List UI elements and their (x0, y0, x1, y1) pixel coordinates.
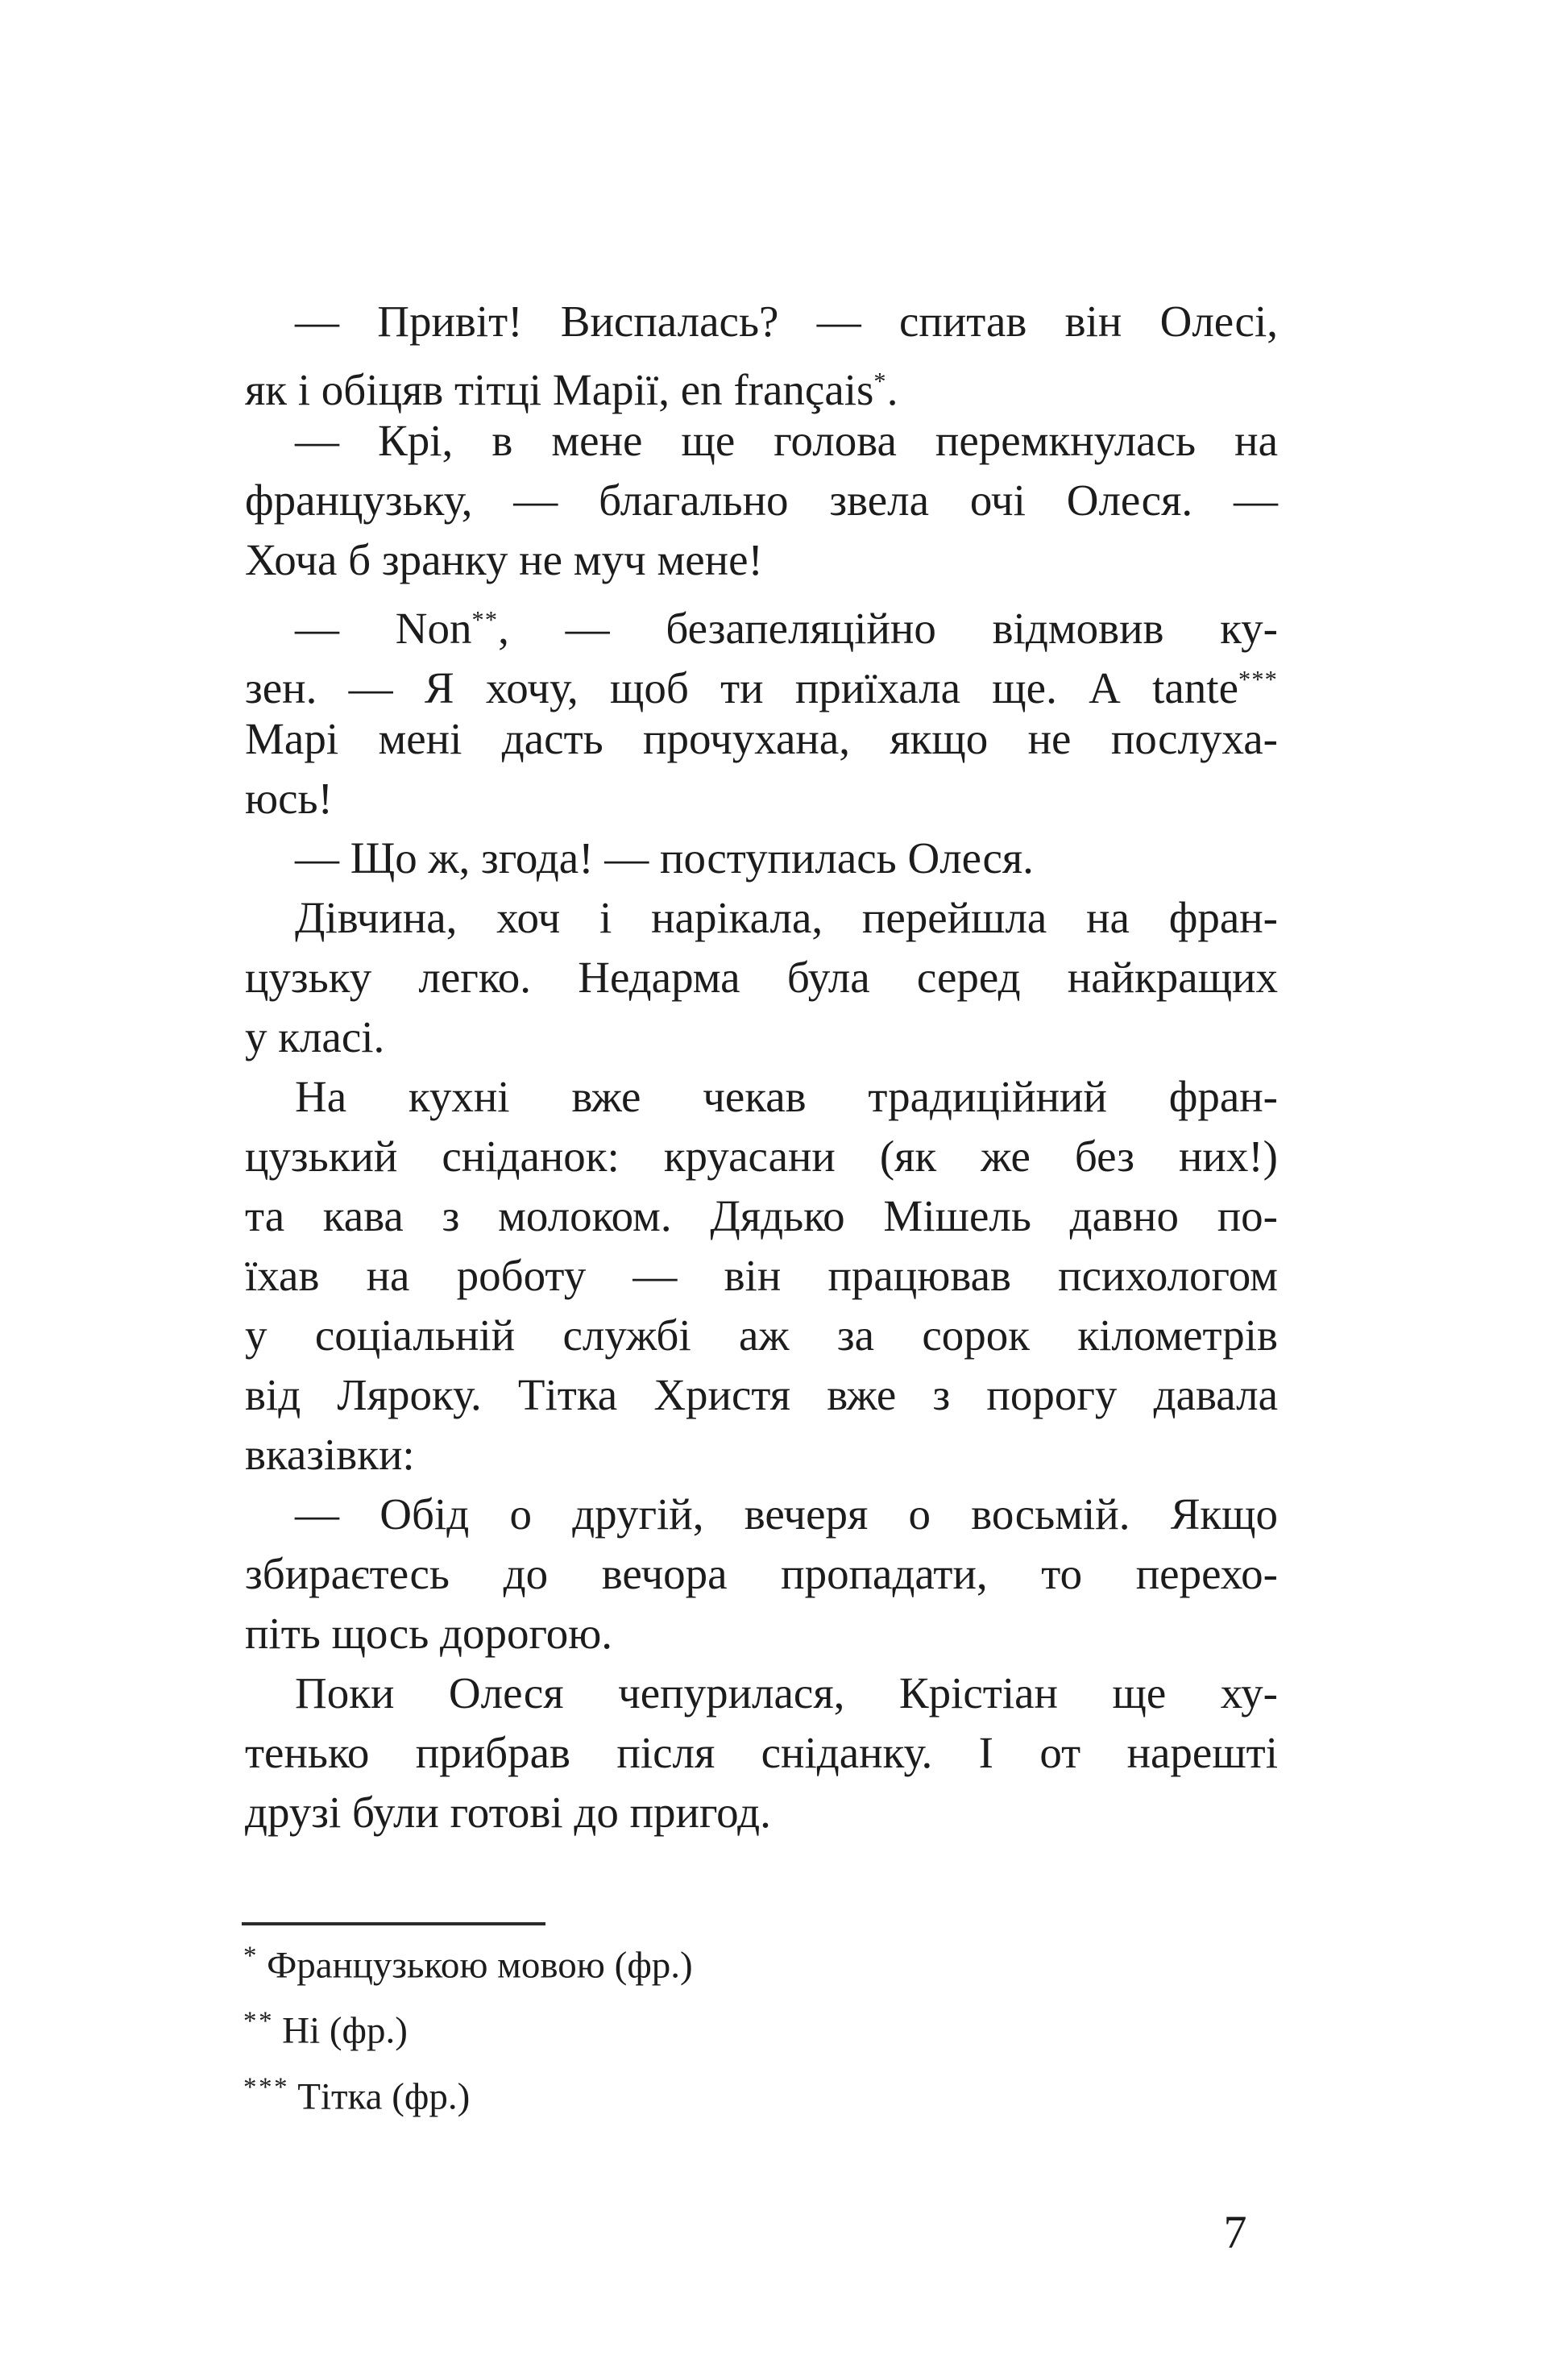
footnote-ref-asterisk: ** (471, 606, 499, 633)
text-segment: , — безапеляційно відмовив ку- (498, 603, 1278, 653)
text-line: французьку, — благально звела очі Олеся. — (245, 476, 1278, 525)
text-line: — Крі, в мене ще голова перемкнулась на (295, 416, 1278, 465)
text-segment: зен. — Я хочу, щоб ти приїхала ще. А tante (245, 662, 1238, 712)
text-line: Марі мені дасть прочухана, якщо не послуха- (245, 714, 1278, 763)
text-line: — Обід о другій, вечеря о восьмій. Якщо (295, 1489, 1278, 1539)
text-line: Хоча б зранку не муч мене! (245, 535, 763, 584)
footnote-separator-rule (242, 1922, 545, 1925)
text-line: у класі. (245, 1012, 385, 1061)
footnotes (243, 1928, 1275, 2125)
text-line: вказівки: (245, 1430, 415, 1479)
body-text (245, 292, 1278, 1842)
text-line (245, 650, 1278, 712)
text-line: від Ляроку. Тітка Христя вже з порогу давала (245, 1370, 1278, 1419)
footnote-text: Французькою мовою (фр.) (267, 1944, 693, 1987)
text-line: — Що ж, згода! — поступилась Олеся. (295, 833, 1034, 883)
text-segment: як і обіцяв тітці Марії, en français (245, 364, 874, 414)
footnote-item (243, 2059, 1275, 2125)
text-line: юсь! (245, 774, 333, 823)
text-line (245, 590, 1278, 653)
footnote-ref-asterisk: *** (1238, 666, 1278, 693)
footnote-text: Тітка (фр.) (297, 2075, 471, 2118)
text-line: у соціальній службі аж за сорок кілометрів (245, 1310, 1278, 1360)
text-line: Дівчина, хоч і нарікала, перейшла на фран- (295, 893, 1278, 942)
text-line: На кухні вже чекав традиційний фран- (295, 1072, 1278, 1121)
text-line: тенько прибрав після сніданку. І от нарешті (245, 1728, 1278, 1777)
text-line: піть щось дорогою. (245, 1609, 613, 1658)
text-segment: — Non (295, 603, 472, 653)
text-line: цузьку легко. Недарма була серед найкращих (245, 953, 1278, 1002)
footnote-marker: *** (243, 2072, 290, 2102)
text-line: їхав на роботу — він працював психологом (245, 1251, 1278, 1300)
footnote-ref-asterisk: * (873, 368, 887, 395)
text-line: та кава з молоком. Дядько Мішель давно по- (245, 1191, 1278, 1240)
footnote-text: Ні (фр.) (282, 2009, 408, 2052)
text-line (245, 351, 1278, 414)
text-line: збираєтесь до вечора пропадати, то перехо- (245, 1549, 1278, 1598)
text-line: — Привіт! Виспалась? — спитав він Олесі, (295, 297, 1278, 346)
footnote-marker: ** (243, 2007, 275, 2037)
footnote-item (243, 1928, 1275, 1993)
footnote-item (243, 1993, 1275, 2058)
text-line: цузький сніданок: круасани (як же без них!) (245, 1132, 1278, 1181)
text-line: друзі були готові до пригод. (245, 1788, 771, 1837)
text-segment: . (886, 364, 898, 414)
text-line: Поки Олеся чепурилася, Крістіан ще ху- (295, 1668, 1278, 1718)
page-number: 7 (1223, 2206, 1247, 2258)
footnote-marker: * (243, 1942, 259, 1971)
